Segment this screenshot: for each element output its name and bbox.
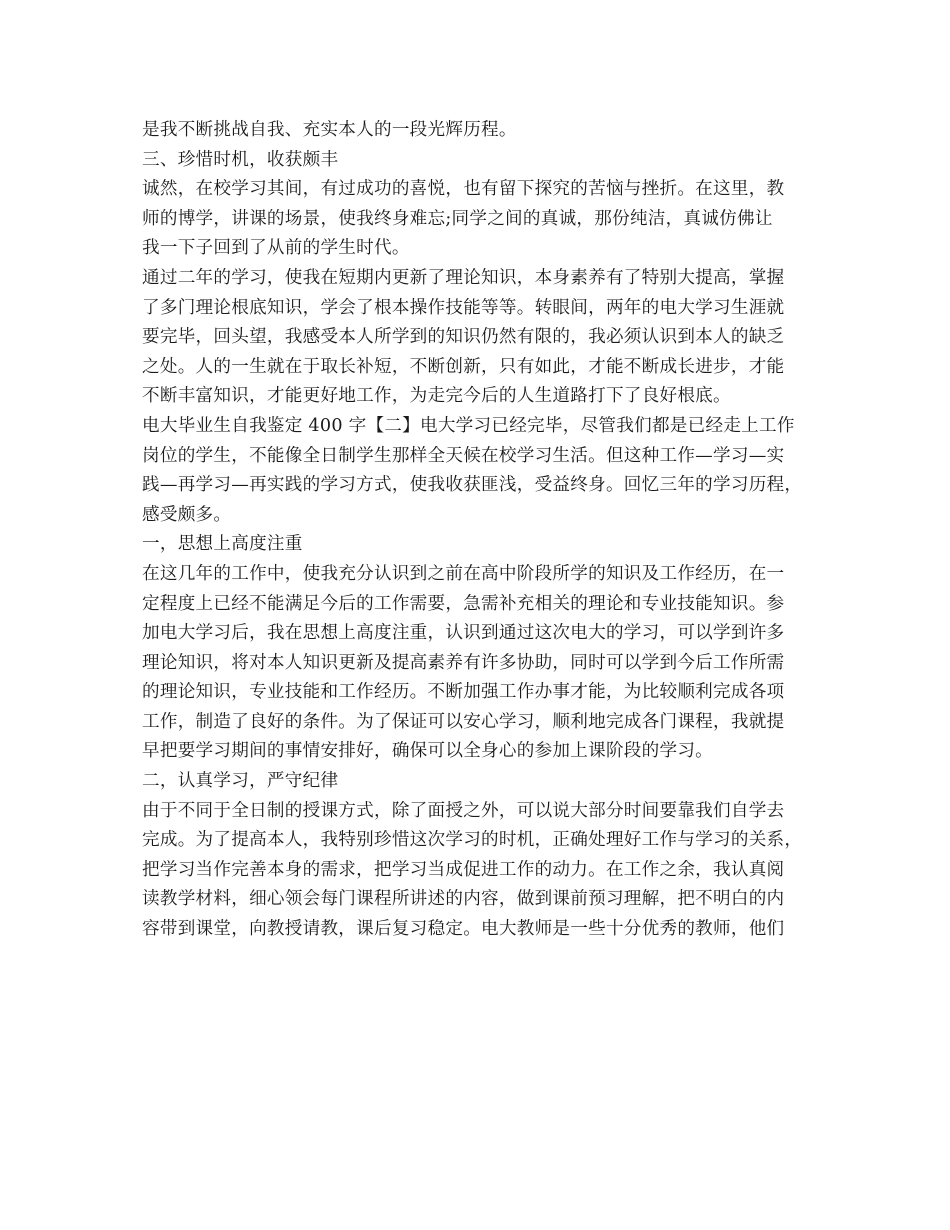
text-line: 我一下子回到了从前的学生时代。: [142, 238, 410, 259]
text-line: 读教学材料，细心领会每门课程所讲述的内容，做到课前预习理解，把不明白的内: [142, 889, 785, 910]
text-line: 完成。为了提高本人，我特别珍惜这次学习的时机，正确处理好工作与学习的关系，: [142, 830, 803, 851]
text-line: 诚然，在校学习其间，有过成功的喜悦，也有留下探究的苦恼与挫折。在这里，教: [142, 179, 785, 200]
text-line: 容带到课堂，向教授请教，课后复习稳定。电大教师是一些十分优秀的教师，他们: [142, 919, 785, 940]
text-line: 电大毕业生自我鉴定 400 字【二】电大学习已经完毕，尽管我们都是已经走上工作: [142, 415, 795, 436]
text-line: 通过二年的学习，使我在短期内更新了理论知识，本身素养有了特别大提高，掌握: [142, 267, 785, 288]
text-line: 师的博学，讲课的场景，使我终身难忘;同学之间的真诚，那份纯洁，真诚仿佛让: [142, 208, 773, 229]
text-line: 不断丰富知识，才能更好地工作，为走完今后的人生道路打下了良好根底。: [142, 386, 731, 407]
section-heading: 一，思想上高度注重: [142, 534, 303, 555]
text-line: 理论知识，将对本人知识更新及提高素养有许多协助，同时可以学到今后工作所需: [142, 652, 785, 673]
section-heading: 二，认真学习，严守纪律: [142, 771, 339, 792]
text-line: 岗位的学生，不能像全日制学生那样全天候在校学习生活。但这种工作—学习—实: [142, 445, 785, 466]
text-line: 了多门理论根底知识，学会了根本操作技能等等。转眼间，两年的电大学习生涯就: [142, 297, 785, 318]
text-line: 感受颇多。: [142, 504, 232, 525]
text-line: 早把要学习期间的事情安排好，确保可以全身心的参加上课阶段的学习。: [142, 741, 714, 762]
text-line: 之处。人的一生就在于取长补短，不断创新，只有如此，才能不断成长进步，才能: [142, 356, 785, 377]
text-line: 践—再学习—再实践的学习方式，使我收获匪浅，受益终身。回忆三年的学习历程，: [142, 475, 803, 496]
text-line: 把学习当作完善本身的需求，把学习当成促进工作的动力。在工作之余，我认真阅: [142, 859, 785, 880]
text-line: 加电大学习后，我在思想上高度注重，认识到通过这次电大的学习，可以学到许多: [142, 623, 785, 644]
text-line: 要完毕，回头望，我感受本人所学到的知识仍然有限的，我必须认识到本人的缺乏: [142, 327, 785, 348]
text-line: 在这几年的工作中，使我充分认识到之前在高中阶段所学的知识及工作经历，在一: [142, 563, 785, 584]
text-line: 定程度上已经不能满足今后的工作需要，急需补充相关的理论和专业技能知识。参: [142, 593, 785, 614]
text-line: 工作，制造了良好的条件。为了保证可以安心学习，顺利地完成各门课程，我就提: [142, 711, 785, 732]
document-body: [142, 116, 812, 945]
text-line: 由于不同于全日制的授课方式，除了面授之外，可以说大部分时间要靠我们自学去: [142, 800, 785, 821]
text-line: 的理论知识，专业技能和工作经历。不断加强工作办事才能，为比较顺利完成各项: [142, 682, 785, 703]
section-heading: 三、珍惜时机，收获颇丰: [142, 149, 339, 170]
text-line: 是我不断挑战自我、充实本人的一段光辉历程。: [142, 120, 517, 140]
